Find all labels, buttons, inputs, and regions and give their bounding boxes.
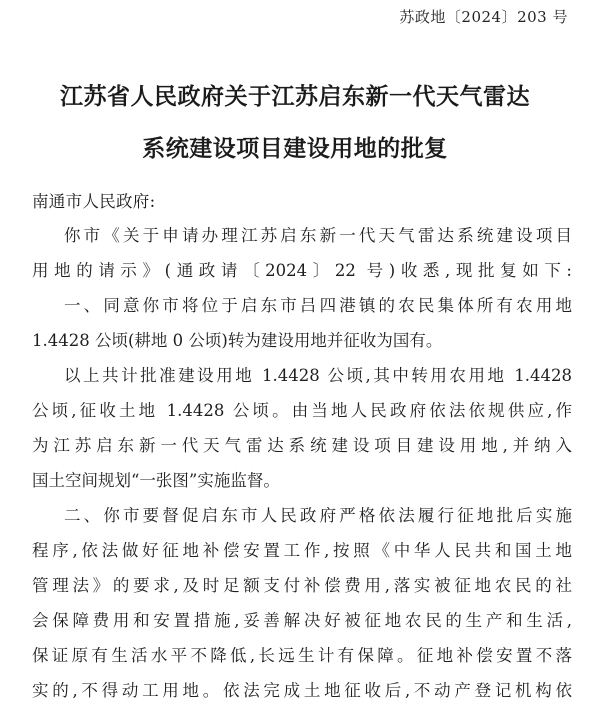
body-line-13: 保证原有生活水平不降低,长远生计有保障。征地补偿安置不落 xyxy=(32,646,572,665)
body-line-10: 程序,依法做好征地补偿安置工作,按照《中华人民共和国土地 xyxy=(32,541,572,560)
body-line-8: 国土空间规划“一张图”实施监督。 xyxy=(32,471,280,490)
body-line-5: 以上共计批准建设用地 1.4428 公顷,其中转用农用地 1.4428 xyxy=(64,366,572,385)
body-line-7: 为江苏启东新一代天气雷达系统建设项目建设用地,并纳入 xyxy=(32,436,572,455)
document-title-line-1: 江苏省人民政府关于江苏启东新一代天气雷达 xyxy=(60,84,530,110)
body-line-2: 用地的请示》(通政请〔2024〕22 号)收悉,现批复如下: xyxy=(32,261,572,280)
body-line-1: 你市《关于申请办理江苏启东新一代天气雷达系统建设项目 xyxy=(64,226,572,245)
addressee: 南通市人民政府: xyxy=(32,192,156,211)
body-line-11: 管理法》的要求,及时足额支付补偿费用,落实被征地农民的社 xyxy=(32,576,572,595)
body-line-3: 一、同意你市将位于启东市吕四港镇的农民集体所有农用地 xyxy=(64,296,572,315)
body-line-6: 公顷,征收土地 1.4428 公顷。由当地人民政府依法依规供应,作 xyxy=(32,401,572,420)
body-line-12: 会保障费用和安置措施,妥善解决好被征地农民的生产和生活, xyxy=(32,611,572,630)
body-line-14: 实的,不得动工用地。依法完成土地征收后,不动产登记机构依 xyxy=(32,681,572,700)
document-number: 苏政地〔2024〕203 号 xyxy=(399,8,568,26)
document-title-line-2: 系统建设项目建设用地的批复 xyxy=(142,136,448,162)
body-line-4: 1.4428 公顷(耕地 0 公顷)转为建设用地并征收为国有。 xyxy=(32,331,443,350)
body-line-9: 二、你市要督促启东市人民政府严格依法履行征地批后实施 xyxy=(64,506,572,525)
